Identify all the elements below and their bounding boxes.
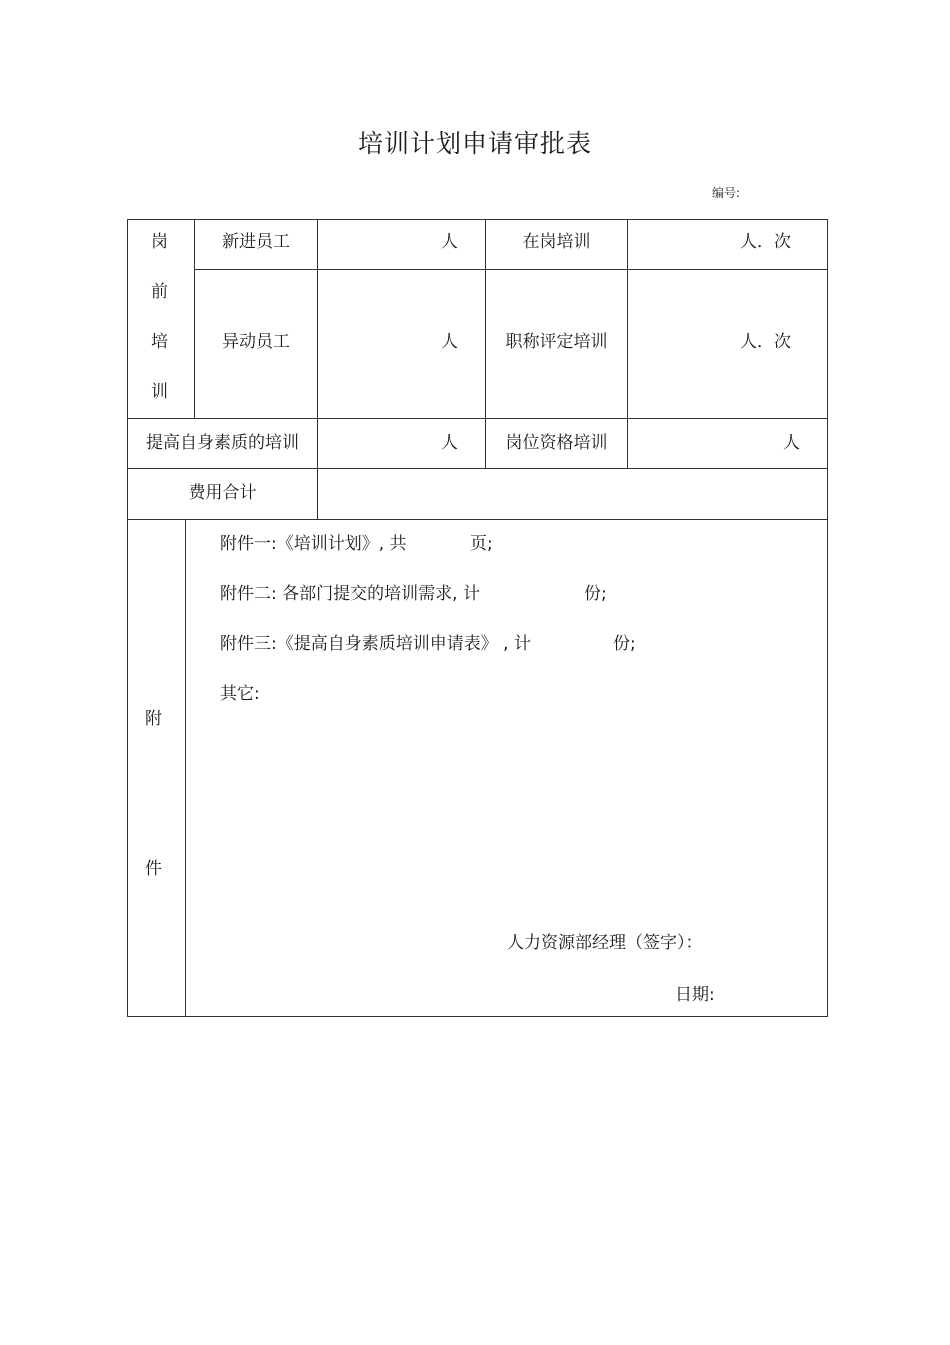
- attachment-1-text: 附件一:《培训计划》, 共: [220, 534, 407, 554]
- attachment-3-text: 附件三:《提高自身素质培训申请表》 , 计: [220, 634, 531, 654]
- grid-line: [185, 519, 186, 1017]
- grid-line: [127, 418, 828, 419]
- attachment-2-text: 附件二: 各部门提交的培训需求, 计: [220, 584, 480, 604]
- title-evaluation-label: 职称评定培训: [505, 332, 608, 352]
- attachment-3-suffix: 份;: [613, 634, 636, 654]
- section-label-pre-job-4: 训: [151, 382, 168, 402]
- on-job-training-unit: 人．次: [740, 232, 791, 252]
- qualification-training-label: 岗位资格培训: [505, 433, 608, 453]
- grid-line: [127, 519, 828, 520]
- section-label-pre-job-3: 培: [151, 332, 168, 352]
- on-job-training-label: 在岗培训: [522, 232, 591, 252]
- attachment-section-label-2: 件: [145, 859, 162, 879]
- cost-total-label: 费用合计: [188, 483, 257, 503]
- self-improvement-unit: 人: [441, 433, 458, 453]
- new-employee-label: 新进员工: [222, 232, 290, 252]
- approval-form-table: [127, 219, 828, 1017]
- signature-label: 人力资源部经理（签字）：: [507, 933, 703, 953]
- grid-line: [627, 219, 628, 469]
- transfer-employee-label: 异动员工: [222, 332, 290, 352]
- new-employee-unit: 人: [441, 232, 458, 252]
- attachment-1-suffix: 页;: [470, 534, 493, 554]
- section-label-pre-job-2: 前: [151, 282, 168, 302]
- table-border-top: [127, 219, 828, 220]
- table-border-bottom: [127, 1016, 828, 1017]
- table-border-left: [127, 219, 128, 1017]
- grid-line: [317, 219, 318, 520]
- date-label: 日期:: [675, 985, 715, 1005]
- cost-total-field[interactable]: [327, 483, 817, 503]
- title-evaluation-unit: 人．次: [740, 332, 791, 352]
- attachment-section-label-1: 附: [145, 709, 162, 729]
- self-improvement-label: 提高自身素质的培训: [146, 433, 299, 453]
- grid-line: [194, 269, 828, 270]
- table-border-right: [827, 219, 828, 1017]
- serial-number-label: 编号:: [712, 186, 741, 200]
- page-title: 培训计划申请审批表: [357, 129, 592, 158]
- attachment-2-suffix: 份;: [584, 584, 607, 604]
- grid-line: [127, 468, 828, 469]
- qualification-training-unit: 人: [783, 433, 800, 453]
- transfer-employee-unit: 人: [441, 332, 458, 352]
- other-label: 其它:: [220, 684, 260, 704]
- section-label-pre-job-1: 岗: [151, 232, 168, 252]
